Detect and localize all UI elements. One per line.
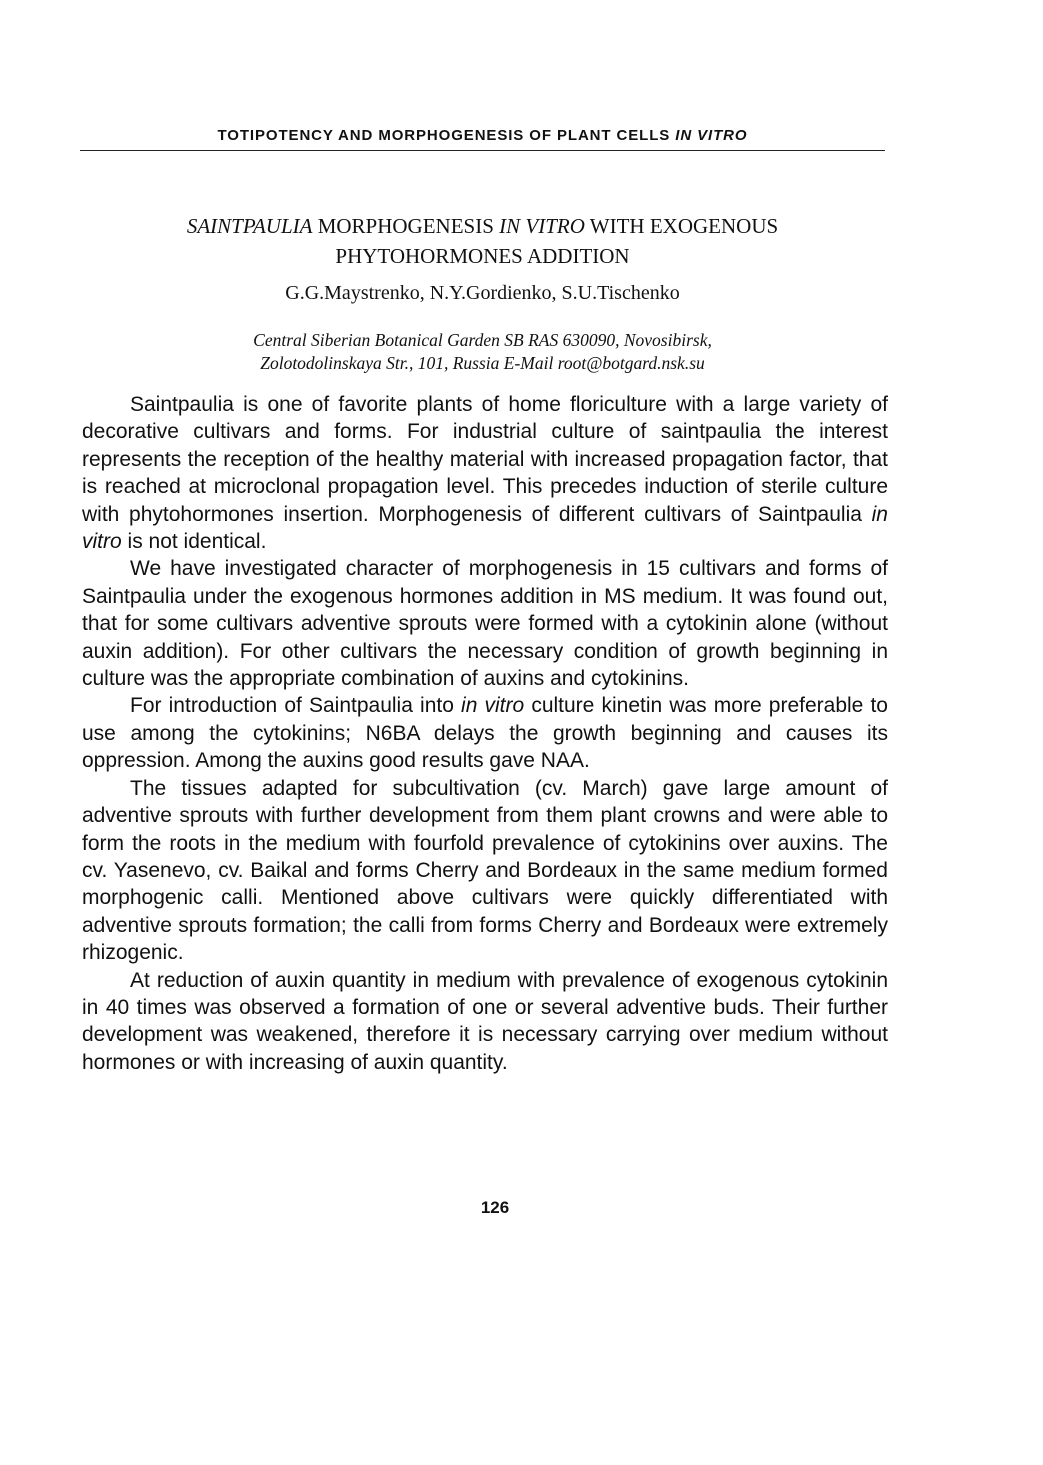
paragraph-1 bbox=[82, 391, 888, 555]
paragraph-3-text-a: For introduction of Saintpaulia into bbox=[130, 694, 462, 718]
abstract-body bbox=[82, 391, 888, 1076]
header-rule bbox=[80, 150, 885, 151]
title-text-a: MORPHOGENESIS bbox=[312, 214, 500, 238]
affiliation-line-1: Central Siberian Botanical Garden SB RAS 630090, Novosibirsk, bbox=[253, 330, 712, 350]
paragraph-1-italic: in vitro bbox=[82, 502, 888, 554]
title-text-b: WITH EXOGENOUS bbox=[584, 214, 779, 238]
paragraph-1-text-b: is not identical. bbox=[121, 530, 267, 554]
paragraph-1-text-a: Saintpaulia is one of favorite plants of home floriculture with a large variety of decorative cultivars and forms. For industrial culture of saintpaulia the interest represents the reception of the healthy material with increased propagation factor, that is reached at microclonal propagation level. This precedes induction of sterile culture with phytohormones insertion. Morphogenesis of different cultivars of Saintpaulia bbox=[82, 393, 888, 526]
authors: G.G.Maystrenko, N.Y.Gordienko, S.U.Tischenko bbox=[285, 282, 680, 304]
title-in-vitro: IN VITRO bbox=[499, 214, 585, 238]
paragraph-3 bbox=[82, 692, 888, 774]
paragraph-3-italic: in vitro bbox=[461, 694, 525, 718]
paragraph-5: At reduction of auxin quantity in medium with prevalence of exogenous cytokinin in 40 times was observed a formation of one or several adventive buds. Their further development was weakened, therefore it is necessary carrying over medium without hormones or with increasing of auxin quantity. bbox=[82, 968, 888, 1074]
paragraph-3-text-b: culture kinetin was more preferable to use among the cytokinins; N6BA delays the growth beginning and causes its oppression. Among the auxins good results gave NAA. bbox=[82, 694, 888, 773]
page-number: 126 bbox=[480, 1198, 510, 1217]
paper-title bbox=[80, 211, 885, 271]
title-line-1 bbox=[80, 211, 885, 241]
title-genus: SAINTPAULIA bbox=[186, 214, 313, 238]
affiliation bbox=[80, 329, 885, 375]
paragraph-4: The tissues adapted for subcultivation (cv. March) gave large amount of adventive sprouts with further development from them plant crowns and were able to form the roots in the medium with fourfold prevalence of cytokinins over auxins. The cv. Yasenevo, cv. Baikal and forms Cherry and Bordeaux in the same medium formed morphogenic calli. Mentioned above cultivars were quickly differentiated with adventive sprouts formation; the calli from forms Cherry and Bordeaux were extremely rhizogenic. bbox=[82, 776, 888, 965]
running-head bbox=[80, 127, 885, 144]
paragraph-2: We have investigated character of morphogenesis in 15 cultivars and forms of Saintpaulia under the exogenous hormones addition in MS medium. It was found out, that for some cultivars adventive sprouts were formed with a cytokinin alone (without auxin addition). For other cultivars the necessary condition of growth beginning in culture was the appropriate combination of auxins and cytokinins. bbox=[82, 557, 888, 691]
running-head-italic: IN VITRO bbox=[675, 127, 748, 144]
running-head-text: TOTIPOTENCY AND MORPHOGENESIS OF PLANT CELLS bbox=[217, 127, 676, 144]
affiliation-line-2: Zolotodolinskaya Str., 101, Russia E-Mail root@botgard.nsk.su bbox=[260, 353, 705, 373]
title-line-2: PHYTOHORMONES ADDITION bbox=[335, 244, 630, 268]
